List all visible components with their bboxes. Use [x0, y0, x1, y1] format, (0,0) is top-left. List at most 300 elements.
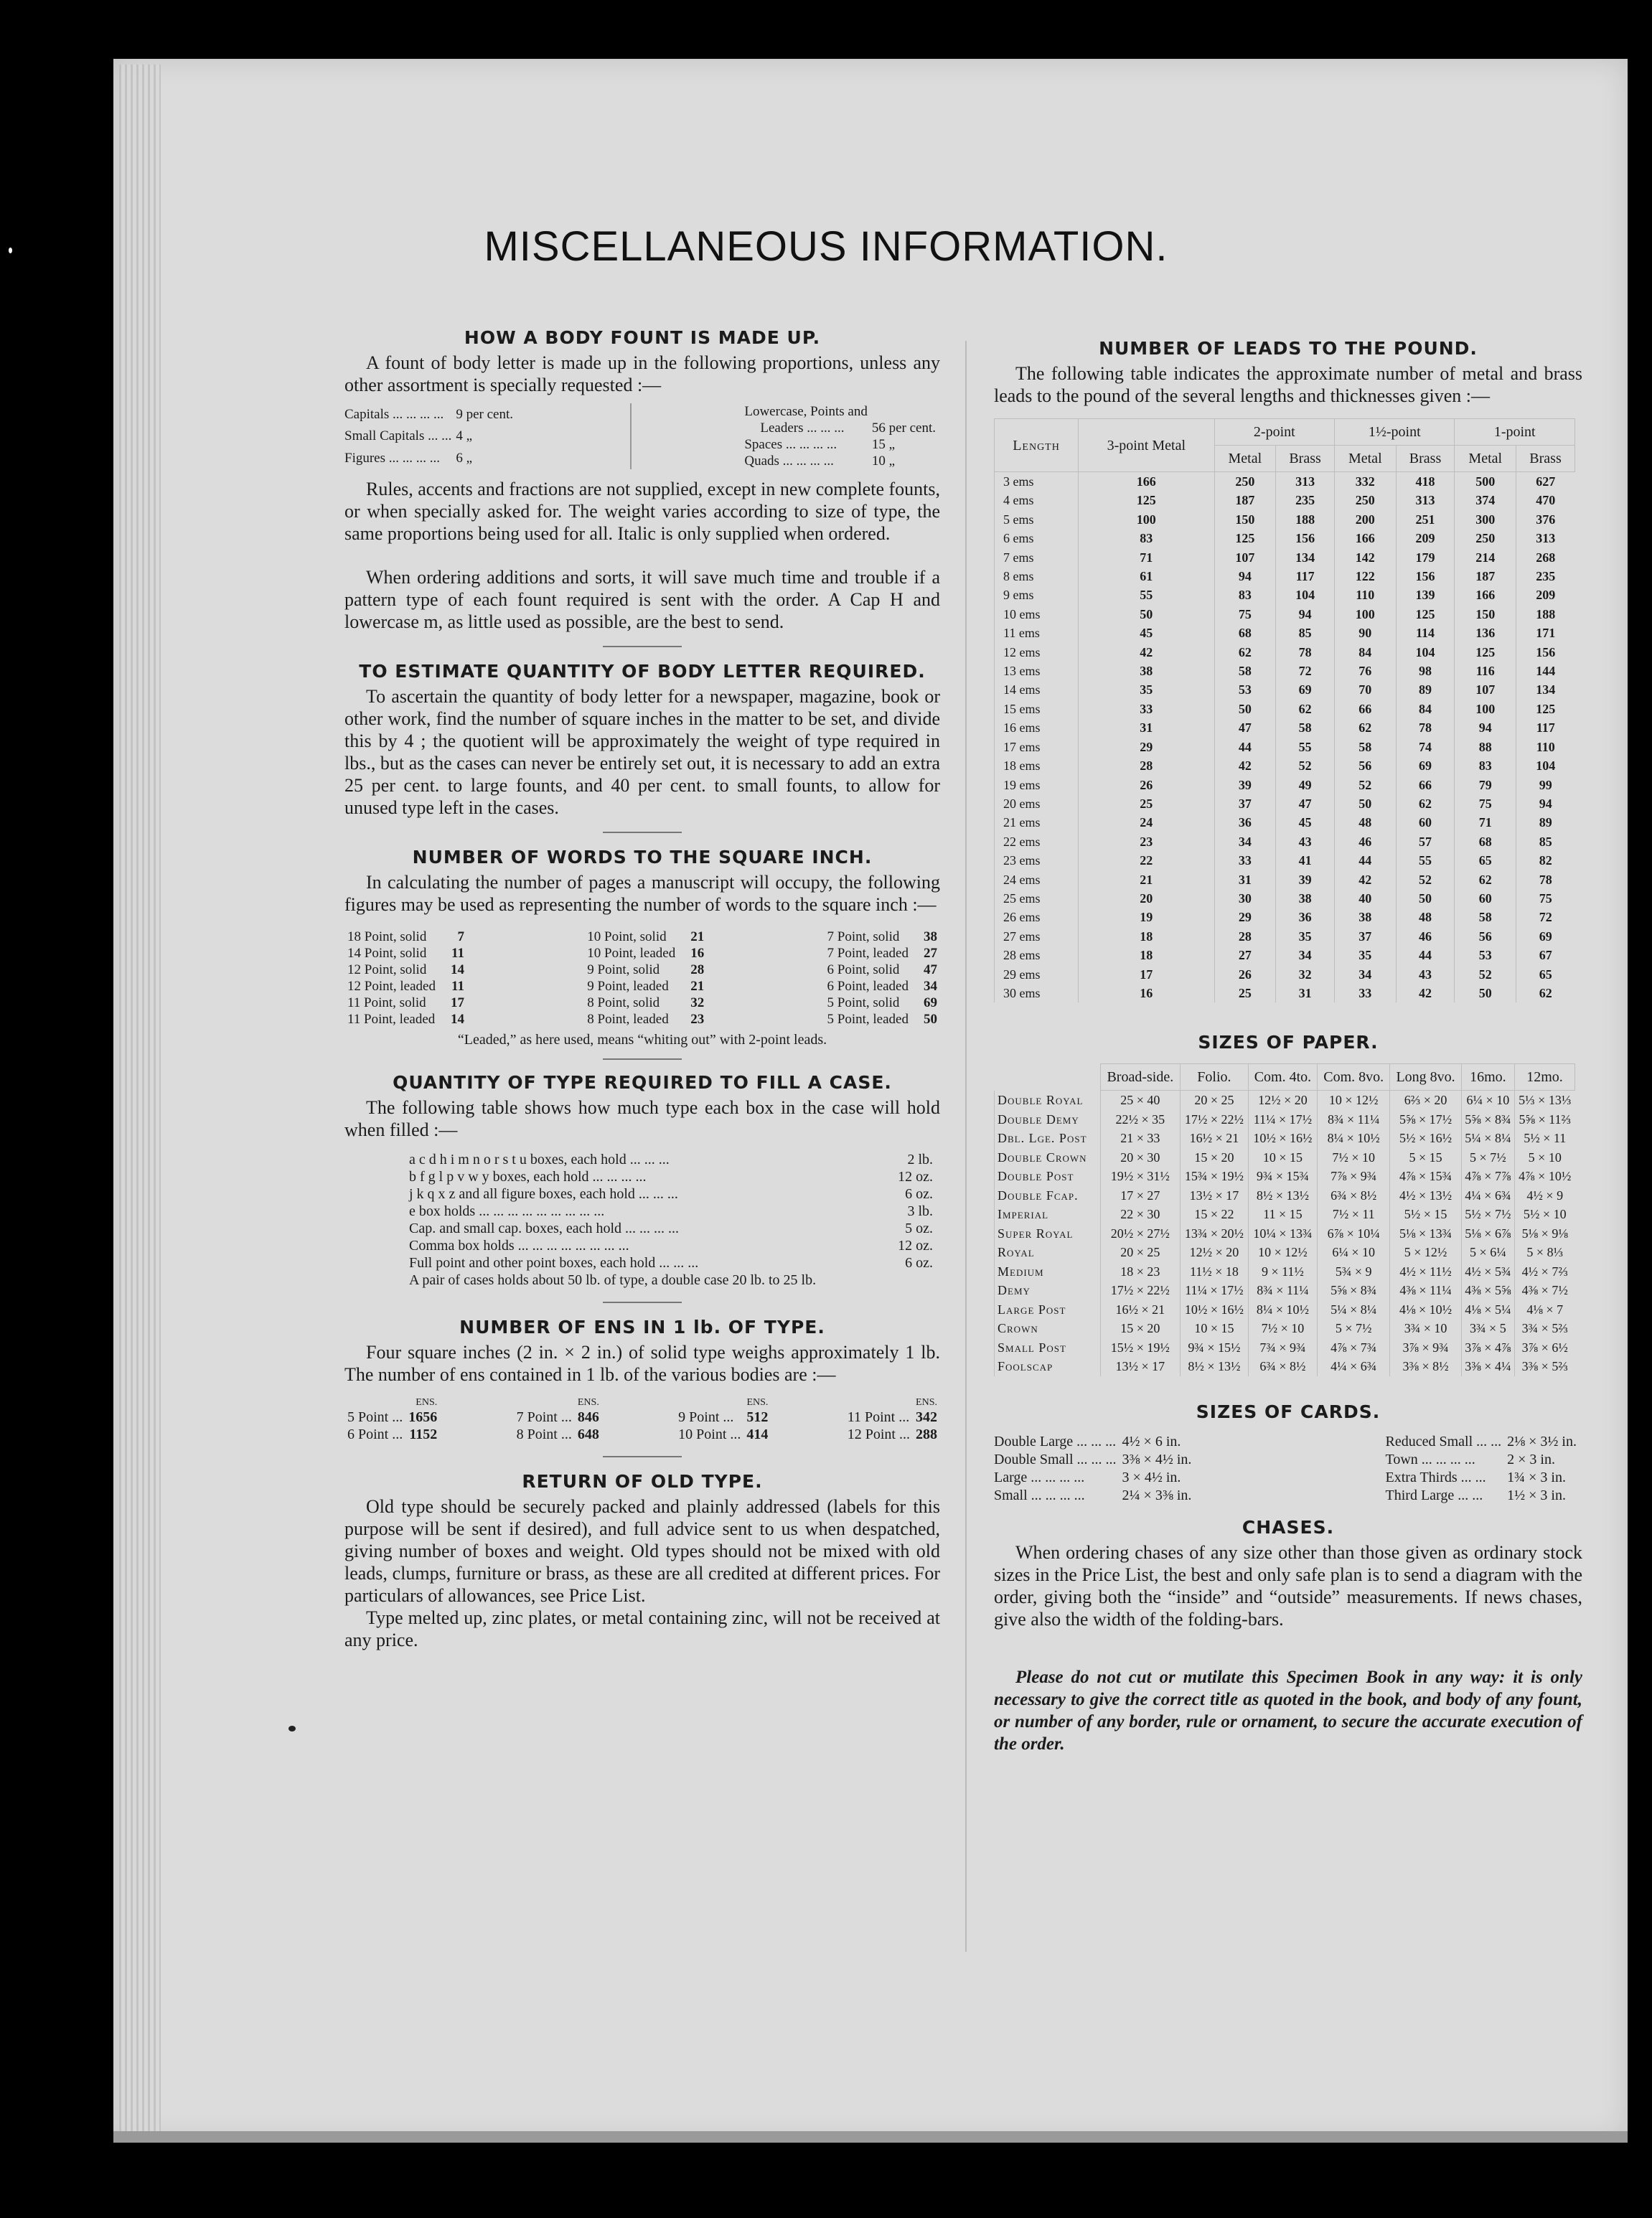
paper-size-cell: 5¼ × 8¼	[1461, 1129, 1514, 1148]
proportion-value	[872, 403, 940, 420]
count-cell: 100	[1455, 700, 1516, 718]
card-value: 3⅜ × 4½ in.	[1122, 1451, 1192, 1467]
cards-col-1	[994, 1433, 1197, 1505]
count-cell: 83	[1214, 586, 1276, 604]
paper-size-cell: 3⅜ × 8½	[1390, 1357, 1461, 1376]
table-row	[514, 1409, 602, 1426]
paper-size-cell: 16½ × 21	[1181, 1129, 1249, 1148]
count-cell: 33	[1335, 984, 1397, 1002]
paper-col-head: Com. 4to.	[1248, 1064, 1317, 1091]
ens-col-1	[344, 1397, 440, 1443]
section-heading: SIZES OF CARDS.	[1196, 1401, 1381, 1422]
count-cell: 104	[1516, 756, 1575, 775]
count-cell: 125	[1079, 491, 1215, 509]
ens-value: 414	[746, 1427, 769, 1442]
paper-col-head: Broad-side.	[1100, 1064, 1180, 1091]
case-value: 6 oz.	[905, 1255, 933, 1271]
notice-text: Please do not cut or mutilate this Specimen Book in any way: it is only necessary to give the correct title as quoted in the book, and body of any fount, or number of any border, rule or ornament, to secure the accurate execution of the order.	[994, 1667, 1582, 1754]
count-cell: 42	[1396, 984, 1455, 1002]
ens-label: 12 Point ...	[847, 1427, 910, 1442]
count-cell: 156	[1396, 567, 1455, 586]
case-label: Comma box holds ... ... ... ... ... ... ... ...	[409, 1238, 629, 1254]
proportion-value: 9 per cent.	[456, 406, 514, 422]
paper-size-cell: 4¼ × 6¾	[1318, 1357, 1390, 1376]
paper-size-cell: 3⅞ × 9¾	[1390, 1338, 1461, 1358]
paper-size-cell: 5 × 6¼	[1461, 1243, 1514, 1262]
length-cell: 18 ems	[995, 756, 1079, 775]
section-rule	[603, 1456, 682, 1457]
count-cell: 89	[1396, 680, 1455, 699]
paper-name-cell: Double Royal	[995, 1091, 1101, 1110]
paper-size-cell: 4⅞ × 7⅞	[1461, 1167, 1514, 1186]
col-head-brass: Brass	[1276, 446, 1335, 472]
table-row	[825, 995, 940, 1011]
proportions-col-1	[344, 403, 517, 469]
ens-col-head: ENS.	[916, 1397, 937, 1408]
table-row	[344, 978, 467, 995]
length-cell: 12 ems	[995, 643, 1079, 662]
table-row	[995, 1186, 1575, 1206]
count-cell: 94	[1516, 794, 1575, 813]
cards-section	[994, 1401, 1582, 1505]
length-cell: 9 ems	[995, 586, 1079, 604]
count-cell: 25	[1079, 794, 1215, 813]
section-heading: NUMBER OF WORDS TO THE SQUARE INCH.	[412, 847, 873, 868]
words-label: 6 Point, solid	[827, 962, 900, 977]
count-cell: 332	[1335, 472, 1397, 492]
paper-col-head: Folio.	[1181, 1064, 1249, 1091]
table-row	[994, 1433, 1197, 1451]
card-label: Double Large ... ... ...	[994, 1433, 1117, 1449]
length-cell: 14 ems	[995, 680, 1079, 699]
count-cell: 144	[1516, 662, 1575, 680]
table-row	[995, 548, 1575, 567]
table-row	[995, 1148, 1575, 1167]
paper-size-cell: 17 × 27	[1100, 1186, 1180, 1206]
count-cell: 44	[1335, 851, 1397, 870]
count-cell: 84	[1396, 700, 1455, 718]
paper-size-cell: 3⅜ × 5⅔	[1515, 1357, 1575, 1376]
words-label: 10 Point, solid	[587, 929, 667, 944]
case-value: 2 lb.	[907, 1152, 933, 1167]
table-row	[995, 927, 1575, 946]
count-cell: 62	[1335, 718, 1397, 737]
table-row	[584, 929, 707, 945]
proportion-value: 56 per cent.	[871, 420, 936, 436]
ens-label: 6 Point ...	[347, 1427, 403, 1442]
count-cell: 20	[1079, 889, 1215, 908]
count-cell: 418	[1396, 472, 1455, 492]
paper-size-cell: 6¾ × 8½	[1248, 1357, 1317, 1376]
length-cell: 24 ems	[995, 870, 1079, 889]
count-cell: 33	[1214, 851, 1276, 870]
count-cell: 250	[1455, 529, 1516, 548]
paper-size-cell: 21 × 33	[1100, 1129, 1180, 1148]
paper-size-cell: 5⅓ × 13⅓	[1515, 1091, 1575, 1110]
paper-size-cell: 20 × 25	[1181, 1091, 1249, 1110]
table-row	[344, 929, 467, 945]
ens-value: 648	[577, 1427, 599, 1442]
length-cell: 23 ems	[995, 851, 1079, 870]
list-item	[409, 1220, 933, 1237]
count-cell: 268	[1516, 548, 1575, 567]
paper-size-cell: 4⅛ × 5¼	[1461, 1300, 1514, 1320]
paper-name-cell: Crown	[995, 1319, 1101, 1338]
count-cell: 31	[1079, 718, 1215, 737]
count-cell: 200	[1335, 510, 1397, 529]
count-cell: 61	[1079, 567, 1215, 586]
length-cell: 13 ems	[995, 662, 1079, 680]
count-cell: 33	[1079, 700, 1215, 718]
words-value: 32	[690, 995, 705, 1010]
words-value: 16	[690, 946, 705, 961]
count-cell: 57	[1396, 832, 1455, 851]
count-cell: 25	[1214, 984, 1276, 1002]
table-row	[845, 1426, 940, 1443]
section-heading: SIZES OF PAPER.	[1198, 1032, 1379, 1053]
cards-col-2	[1386, 1433, 1582, 1505]
paper-size-cell: 11¼ × 17½	[1181, 1281, 1249, 1300]
count-cell: 39	[1276, 870, 1335, 889]
count-cell: 52	[1396, 870, 1455, 889]
case-value: 6 oz.	[905, 1186, 933, 1202]
ens-col-3	[675, 1397, 771, 1443]
count-cell: 117	[1516, 718, 1575, 737]
count-cell: 75	[1214, 605, 1276, 624]
count-cell: 45	[1276, 813, 1335, 832]
count-cell: 24	[1079, 813, 1215, 832]
leads-para: The following table indicates the approximate number of metal and brass leads to the pound of the several lengths and thicknesses given :—	[994, 363, 1582, 406]
table-row	[995, 813, 1575, 832]
length-cell: 20 ems	[995, 794, 1079, 813]
paper-size-cell: 5 × 15	[1390, 1148, 1461, 1167]
case-label: A pair of cases holds about 50 lb. of type, a double case 20 lb. to 25 lb.	[409, 1272, 817, 1288]
paper-size-cell: 5⅝ × 8¾	[1461, 1110, 1514, 1129]
count-cell: 250	[1214, 472, 1276, 492]
count-cell: 179	[1396, 548, 1455, 567]
ens-value: 846	[577, 1409, 599, 1425]
table-row	[825, 945, 940, 962]
table-row	[995, 908, 1575, 926]
col-head-brass: Brass	[1516, 446, 1575, 472]
count-cell: 94	[1455, 718, 1516, 737]
list-item	[409, 1151, 933, 1168]
paper-size-cell: 5½ × 7½	[1461, 1205, 1514, 1224]
table-row	[1386, 1433, 1582, 1451]
table-row	[825, 978, 940, 995]
table-row	[995, 965, 1575, 984]
paper-name-cell: Double Fcap.	[995, 1186, 1101, 1206]
count-cell: 166	[1079, 472, 1215, 492]
length-cell: 3 ems	[995, 472, 1079, 492]
count-cell: 23	[1079, 832, 1215, 851]
count-cell: 18	[1079, 946, 1215, 964]
length-cell: 17 ems	[995, 738, 1079, 756]
paper-size-cell: 5¼ × 8¼	[1318, 1300, 1390, 1320]
table-row	[1386, 1469, 1582, 1487]
length-cell: 19 ems	[995, 776, 1079, 794]
count-cell: 19	[1079, 908, 1215, 926]
paper-size-cell: 19½ × 31½	[1100, 1167, 1180, 1186]
words-label: 9 Point, solid	[587, 962, 660, 977]
ens-value: 1152	[409, 1427, 438, 1442]
length-cell: 16 ems	[995, 718, 1079, 737]
paper-size-cell: 5⅝ × 17½	[1390, 1110, 1461, 1129]
paper-name-cell: Demy	[995, 1281, 1101, 1300]
words-label: 18 Point, solid	[347, 929, 427, 944]
case-list	[409, 1151, 933, 1289]
words-value: 34	[923, 979, 937, 994]
count-cell: 78	[1516, 870, 1575, 889]
count-cell: 69	[1276, 680, 1335, 699]
table-row	[995, 738, 1575, 756]
count-cell: 83	[1079, 529, 1215, 548]
count-cell: 72	[1276, 662, 1335, 680]
estimate-para: To ascertain the quantity of body letter for a newspaper, magazine, book or other work, find the number of square inches in the matter to be set, and divide this by 4 ; the quotient will be approximately the weight of type required in lbs., but as the cases can never be entirely set out, it is necessary to add an extra 25 per cent. to large founts, and 40 per cent. to small founts, to allow for unused type left in the cases.	[344, 686, 940, 818]
paper-size-cell: 20½ × 27½	[1100, 1224, 1180, 1244]
paper-size-cell: 3⅞ × 4⅞	[1461, 1338, 1514, 1358]
length-cell: 25 ems	[995, 889, 1079, 908]
case-value: 3 lb.	[907, 1203, 933, 1219]
count-cell: 134	[1276, 548, 1335, 567]
section-heading: HOW A BODY FOUNT IS MADE UP.	[464, 327, 821, 348]
count-cell: 188	[1516, 605, 1575, 624]
col-head-brass: Brass	[1396, 446, 1455, 472]
count-cell: 46	[1396, 927, 1455, 946]
words-label: 8 Point, leaded	[587, 1012, 669, 1027]
paper-size-cell: 4½ × 13½	[1390, 1186, 1461, 1206]
table-row	[584, 995, 707, 1011]
count-cell: 22	[1079, 851, 1215, 870]
words-col-1	[344, 929, 467, 1028]
count-cell: 18	[1079, 927, 1215, 946]
words-section	[344, 846, 940, 1048]
count-cell: 136	[1455, 624, 1516, 642]
table-row	[995, 491, 1575, 509]
count-cell: 313	[1516, 529, 1575, 548]
words-label: 9 Point, leaded	[587, 979, 669, 994]
count-cell: 47	[1214, 718, 1276, 737]
table-row	[845, 1409, 940, 1426]
case-label: Full point and other point boxes, each hold ... ... ...	[409, 1255, 699, 1271]
length-cell: 10 ems	[995, 605, 1079, 624]
case-label: a c d h i m n o r s t u boxes, each hold ... ... ...	[409, 1152, 670, 1167]
count-cell: 34	[1335, 965, 1397, 984]
count-cell: 72	[1516, 908, 1575, 926]
count-cell: 42	[1214, 756, 1276, 775]
paper-size-cell: 4⅛ × 10½	[1390, 1300, 1461, 1320]
paper-name-cell: Foolscap	[995, 1357, 1101, 1376]
paper-size-cell: 8½ × 13½	[1181, 1357, 1249, 1376]
count-cell: 50	[1455, 984, 1516, 1002]
estimate-section	[344, 660, 940, 819]
count-cell: 62	[1455, 870, 1516, 889]
words-value: 17	[450, 995, 464, 1010]
body-fount-para-1: Rules, accents and fractions are not supplied, except in new complete founts, or when specially asked for. The weight varies according to size of type, the same proportions being used for all. Italic is only supplied when ordered.	[344, 479, 940, 544]
paper-size-cell: 10½ × 16½	[1248, 1129, 1317, 1148]
table-row	[994, 1451, 1197, 1469]
count-cell: 44	[1396, 946, 1455, 964]
table-row	[995, 1205, 1575, 1224]
col-head-1-point: 1-point	[1455, 419, 1575, 446]
count-cell: 156	[1516, 643, 1575, 662]
paper-col-head: 12mo.	[1515, 1064, 1575, 1091]
section-heading: NUMBER OF LEADS TO THE POUND.	[1099, 338, 1478, 359]
col-head-2-point: 2-point	[1214, 419, 1334, 446]
paper-name-cell: Royal	[995, 1243, 1101, 1262]
count-cell: 214	[1455, 548, 1516, 567]
table-row	[995, 946, 1575, 964]
paper-size-cell: 10 × 15	[1181, 1319, 1249, 1338]
table-row	[995, 1300, 1575, 1320]
count-cell: 313	[1276, 472, 1335, 492]
paper-size-cell: 4½ × 11½	[1390, 1262, 1461, 1282]
return-para-2: Type melted up, zinc plates, or metal containing zinc, will not be received at any price.	[344, 1607, 940, 1650]
section-rule	[603, 1302, 682, 1303]
paper-size-cell: 10 × 12½	[1318, 1091, 1390, 1110]
proportions-divider	[630, 403, 632, 469]
col-head-metal: Metal	[1455, 446, 1516, 472]
words-label: 12 Point, leaded	[347, 979, 436, 994]
paper-size-cell: 8¾ × 11¼	[1248, 1281, 1317, 1300]
paper-col-head	[995, 1064, 1101, 1091]
proportion-value: 15 „	[871, 437, 896, 452]
count-cell: 75	[1455, 794, 1516, 813]
table-row	[994, 1487, 1197, 1505]
count-cell: 29	[1079, 738, 1215, 756]
count-cell: 107	[1214, 548, 1276, 567]
paper-size-cell: 13¾ × 20½	[1181, 1224, 1249, 1244]
table-row	[995, 756, 1575, 775]
words-value: 28	[690, 962, 705, 977]
paper-size-cell: 12½ × 20	[1248, 1091, 1317, 1110]
col-head-1-5-point: 1½-point	[1335, 419, 1455, 446]
count-cell: 69	[1396, 756, 1455, 775]
count-cell: 209	[1396, 529, 1455, 548]
length-cell: 4 ems	[995, 491, 1079, 509]
table-row	[344, 995, 467, 1011]
words-value: 14	[450, 1012, 464, 1027]
card-label: Extra Thirds ... ...	[1385, 1469, 1486, 1485]
count-cell: 139	[1396, 586, 1455, 604]
paper-size-cell: 4⅞ × 10½	[1515, 1167, 1575, 1186]
paper-col-head: Long 8vo.	[1390, 1064, 1461, 1091]
table-row	[1386, 1451, 1582, 1469]
paper-size-cell: 10¼ × 13¾	[1248, 1224, 1317, 1244]
ens-label: 8 Point ...	[516, 1427, 572, 1442]
paper-size-cell: 13½ × 17	[1181, 1186, 1249, 1206]
table-row	[584, 945, 707, 962]
card-value: 4½ × 6 in.	[1122, 1433, 1181, 1449]
count-cell: 60	[1455, 889, 1516, 908]
count-cell: 52	[1455, 965, 1516, 984]
count-cell: 107	[1455, 680, 1516, 699]
words-label: 10 Point, leaded	[587, 946, 676, 961]
count-cell: 41	[1276, 851, 1335, 870]
count-cell: 28	[1079, 756, 1215, 775]
case-label: e box holds ... ... ... ... ... ... ... ... ...	[409, 1203, 605, 1219]
paper-size-cell: 4½ × 7⅔	[1515, 1262, 1575, 1282]
count-cell: 627	[1516, 472, 1575, 492]
proportions-col-2	[744, 403, 940, 469]
list-item	[409, 1237, 933, 1254]
ens-para: Four square inches (2 in. × 2 in.) of solid type weighs approximately 1 lb. The number of ens contained in 1 lb. of the various bodies are :—	[344, 1342, 940, 1385]
length-cell: 28 ems	[995, 946, 1079, 964]
paper-name-cell: Medium	[995, 1262, 1101, 1282]
paper-size-cell: 8¾ × 11¼	[1318, 1110, 1390, 1129]
words-label: 8 Point, solid	[587, 995, 660, 1010]
count-cell: 55	[1079, 586, 1215, 604]
paper-name-cell: Double Post	[995, 1167, 1101, 1186]
ens-label: 7 Point ...	[516, 1409, 572, 1425]
list-item	[409, 1168, 933, 1185]
paper-size-cell: 3¾ × 5	[1461, 1319, 1514, 1338]
count-cell: 84	[1335, 643, 1397, 662]
count-cell: 65	[1516, 965, 1575, 984]
ens-section	[344, 1316, 940, 1443]
table-row	[514, 1426, 602, 1443]
count-cell: 31	[1214, 870, 1276, 889]
words-value: 38	[923, 929, 937, 944]
count-cell: 104	[1276, 586, 1335, 604]
table-row	[995, 624, 1575, 642]
paper-size-cell: 15 × 20	[1100, 1319, 1180, 1338]
paper-size-cell: 25 × 40	[1100, 1091, 1180, 1110]
paper-col-head: 16mo.	[1461, 1064, 1514, 1091]
words-value: 11	[451, 946, 464, 961]
count-cell: 50	[1335, 794, 1397, 813]
ens-label: 10 Point ...	[678, 1427, 741, 1442]
count-cell: 94	[1276, 605, 1335, 624]
count-cell: 43	[1276, 832, 1335, 851]
table-row	[995, 984, 1575, 1002]
body-fount-section	[344, 326, 940, 633]
count-cell: 35	[1276, 927, 1335, 946]
length-cell: 26 ems	[995, 908, 1079, 926]
count-cell: 29	[1214, 908, 1276, 926]
paper-size-cell: 13½ × 17	[1100, 1357, 1180, 1376]
proportion-label: Leaders ... ... ...	[760, 420, 845, 436]
count-cell: 43	[1396, 965, 1455, 984]
count-cell: 30	[1214, 889, 1276, 908]
table-row	[995, 1091, 1575, 1110]
count-cell: 99	[1516, 776, 1575, 794]
paper-size-cell: 15½ × 19½	[1100, 1338, 1180, 1358]
proportions-table	[344, 403, 940, 469]
paper-size-cell: 15 × 22	[1181, 1205, 1249, 1224]
table-row	[995, 1243, 1575, 1262]
count-cell: 166	[1455, 586, 1516, 604]
proportion-label: Small Capitals ... ...	[344, 428, 452, 444]
paper-name-cell: Double Crown	[995, 1148, 1101, 1167]
table-row	[675, 1426, 771, 1443]
chases-section	[994, 1516, 1582, 1630]
paper-section	[994, 1031, 1582, 1376]
table-row	[995, 1338, 1575, 1358]
table-row	[995, 586, 1575, 604]
col-head-metal: Metal	[1214, 446, 1276, 472]
section-heading: NUMBER OF ENS IN 1 lb. OF TYPE.	[459, 1317, 825, 1338]
section-spacer	[1249, 1018, 1328, 1020]
words-label: 6 Point, leaded	[827, 979, 909, 994]
table-row	[995, 776, 1575, 794]
count-cell: 39	[1214, 776, 1276, 794]
words-table	[344, 929, 940, 1028]
count-cell: 209	[1516, 586, 1575, 604]
paper-size-cell: 5 × 12½	[1390, 1243, 1461, 1262]
card-value: 2¼ × 3⅜ in.	[1122, 1487, 1192, 1503]
words-label: 11 Point, solid	[347, 995, 426, 1010]
